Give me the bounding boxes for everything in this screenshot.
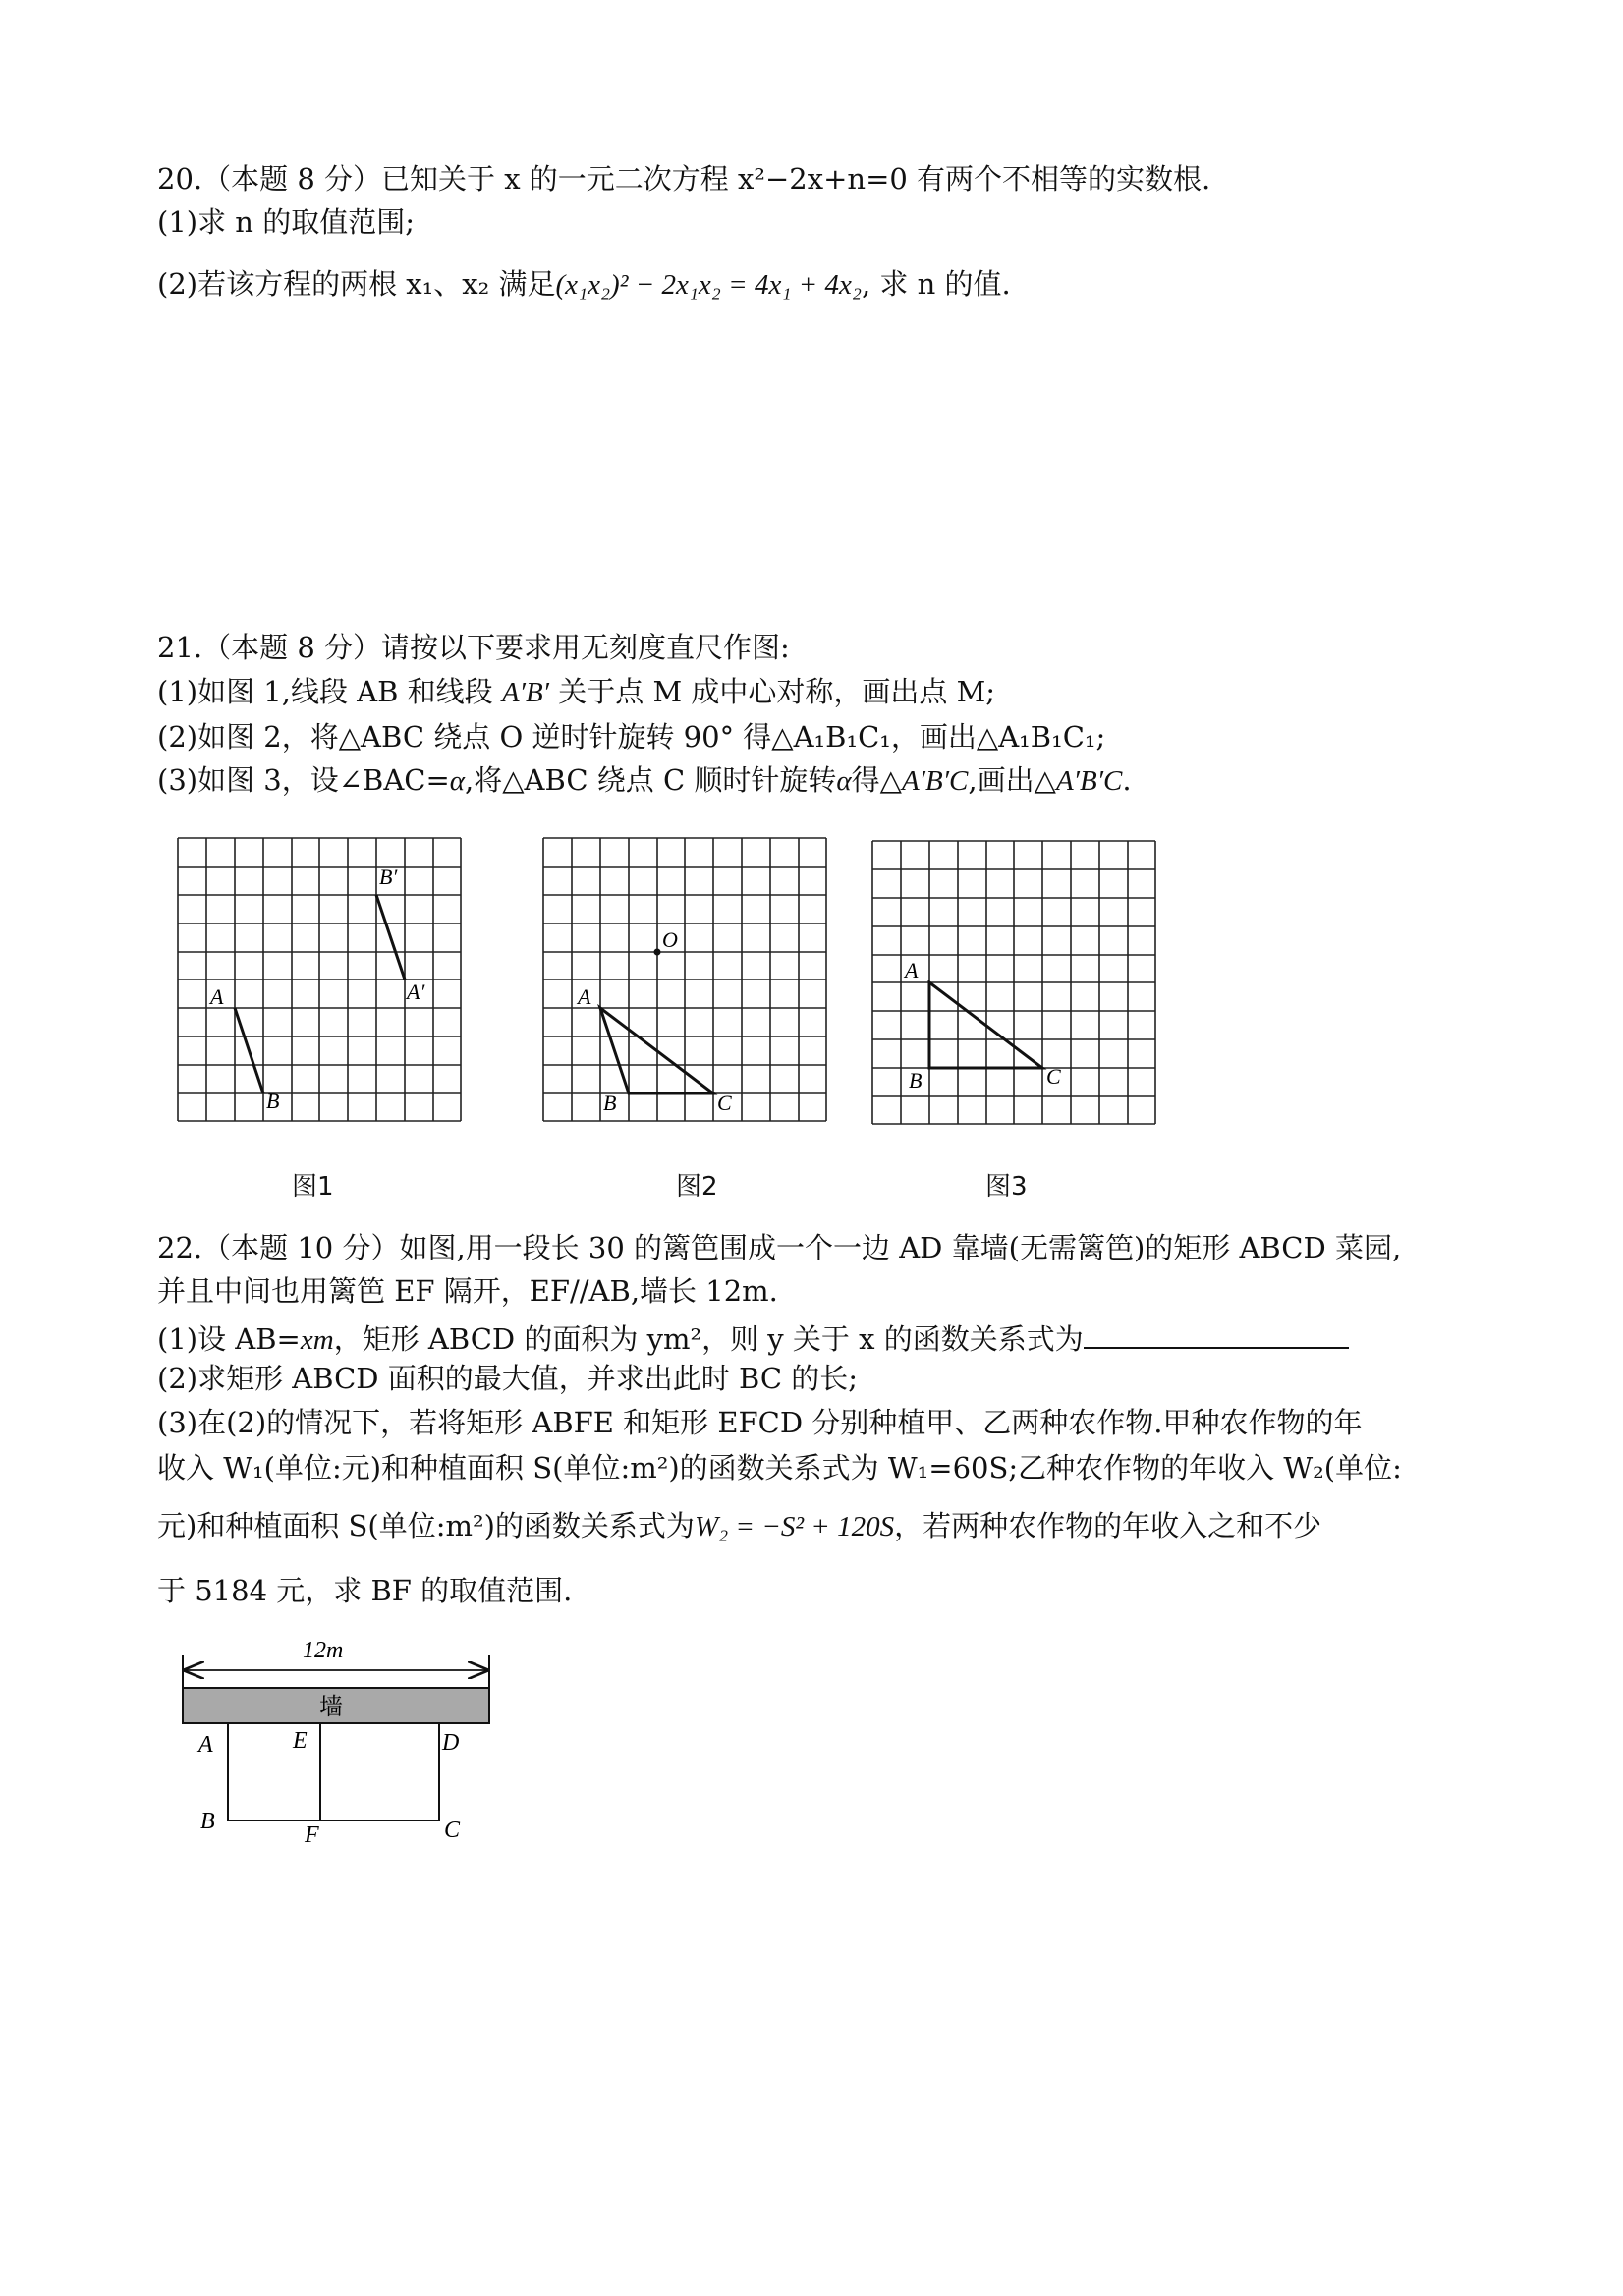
label-d: D bbox=[442, 1730, 460, 1756]
grid-lines bbox=[543, 838, 826, 1121]
q21-part3-formula2: A′B′C bbox=[1055, 765, 1123, 797]
wall-label: 墙 bbox=[319, 1693, 343, 1720]
q22-part3-line2: 收入 W₁(单位:元)和种植面积 S(单位:m²)的函数关系式为 W₁=60S;乙种农作物的年收入 W₂(单位: bbox=[157, 1451, 1402, 1484]
q21-part2: (2)如图 2，将△ABC 绕点 O 逆时针旋转 90° 得△A₁B₁C₁，画出△A₁B₁C₁; bbox=[157, 720, 1106, 754]
figure-2-caption: 图2 bbox=[676, 1172, 718, 1202]
q20-part2 bbox=[157, 267, 1011, 301]
label-a: A bbox=[578, 984, 591, 1009]
q22-part3-line1: (3)在(2)的情况下，若将矩形 ABFE 和矩形 EFCD 分别种植甲、乙两种农作物.甲种农作物的年 bbox=[157, 1406, 1363, 1439]
q21-part3-text4: ,画出△ bbox=[968, 763, 1056, 797]
q21-part3 bbox=[157, 763, 1132, 797]
segment-a1b1 bbox=[376, 895, 405, 980]
answer-blank[interactable] bbox=[1084, 1321, 1349, 1349]
q22-part1-text: (1)设 AB= bbox=[157, 1322, 301, 1356]
label-o: O bbox=[662, 927, 678, 952]
q22-heading: 22.（本题 10 分）如图,用一段长 30 的篱笆围成一个一边 AD 靠墙(无需篱笆)的矩形 ABCD 菜园, bbox=[157, 1231, 1402, 1264]
label-b: B bbox=[200, 1809, 215, 1834]
figure-2-grid bbox=[540, 835, 830, 1125]
point-o bbox=[654, 949, 661, 956]
rectangle-abcd bbox=[228, 1723, 439, 1820]
label-e: E bbox=[293, 1728, 308, 1754]
figure-3-caption: 图3 bbox=[985, 1172, 1028, 1202]
q20-part1: (1)求 n 的取值范围; bbox=[157, 205, 415, 239]
label-c: C bbox=[717, 1091, 732, 1115]
label-b: B bbox=[909, 1068, 923, 1092]
label-a: A bbox=[905, 958, 919, 982]
q22-part3-tail: ，若两种农作物的年收入之和不少 bbox=[894, 1509, 1322, 1542]
q22-part3-line4: 于 5184 元，求 BF 的取值范围. bbox=[157, 1574, 573, 1607]
q22-part3-text: 元)和种植面积 S(单位:m²)的函数关系式为 bbox=[157, 1509, 695, 1542]
q21-part1-formula: A′B′ bbox=[501, 677, 550, 708]
label-b: B bbox=[603, 1091, 617, 1115]
q22-part1-tail: ，矩形 ABCD 的面积为 ym²，则 y 关于 x 的函数关系式为 bbox=[333, 1322, 1084, 1356]
q22-part2: (2)求矩形 ABCD 面积的最大值，并求出此时 BC 的长; bbox=[157, 1362, 858, 1395]
figure-3-grid bbox=[869, 838, 1159, 1128]
segment-ab bbox=[235, 1008, 263, 1093]
q22-part1-formula: xm bbox=[300, 1324, 334, 1356]
label-b: B bbox=[266, 1089, 280, 1113]
q22-part3-formula: W₂ = −S² + 120S bbox=[694, 1511, 895, 1542]
q21-heading: 21.（本题 8 分）请按以下要求用无刻度直尺作图: bbox=[157, 631, 790, 664]
figure-1-caption: 图1 bbox=[292, 1172, 334, 1202]
label-a-prime: A′ bbox=[407, 980, 425, 1004]
q20-part2-tail: , 求 n 的值. bbox=[861, 267, 1011, 301]
q20-part2-text: (2)若该方程的两根 x₁、x₂ 满足 bbox=[157, 267, 556, 301]
q21-alpha2: α bbox=[836, 765, 852, 797]
label-f: F bbox=[305, 1822, 319, 1848]
q21-part1-text: (1)如图 1,线段 AB 和线段 bbox=[157, 675, 493, 708]
q22-part3-line3 bbox=[157, 1509, 1322, 1542]
q21-part3-text: (3)如图 3，设∠BAC= bbox=[157, 763, 450, 797]
label-c: C bbox=[1046, 1064, 1061, 1089]
q21-part3-formula: A′B′C bbox=[901, 765, 969, 797]
q21-alpha: α bbox=[449, 765, 466, 797]
q21-part3-text3: 得△ bbox=[851, 763, 902, 797]
label-c: C bbox=[444, 1818, 461, 1843]
q21-part1-tail: 关于点 M 成中心对称，画出点 M; bbox=[558, 675, 996, 708]
garden-figure bbox=[177, 1636, 511, 1852]
label-a: A bbox=[198, 1732, 213, 1758]
length-label: 12m bbox=[303, 1638, 344, 1663]
q22-heading-2: 并且中间也用篱笆 EF 隔开，EF//AB,墙长 12m. bbox=[157, 1274, 778, 1308]
q22-part1 bbox=[157, 1321, 1349, 1355]
q21-part3-end: . bbox=[1122, 763, 1132, 797]
q21-part1 bbox=[157, 675, 996, 708]
q20-heading: 20.（本题 8 分）已知关于 x 的一元二次方程 x²−2x+n=0 有两个不相等的实数根. bbox=[157, 162, 1211, 196]
q20-part2-formula: (x₁x₂)² − 2x₁x₂ = 4x₁ + 4x₂ bbox=[555, 269, 862, 301]
label-b-prime: B′ bbox=[379, 865, 398, 889]
label-a: A bbox=[210, 984, 224, 1009]
figure-1-grid bbox=[175, 835, 465, 1125]
q21-part3-text2: ,将△ABC 绕点 C 顺时针旋转 bbox=[465, 763, 837, 797]
